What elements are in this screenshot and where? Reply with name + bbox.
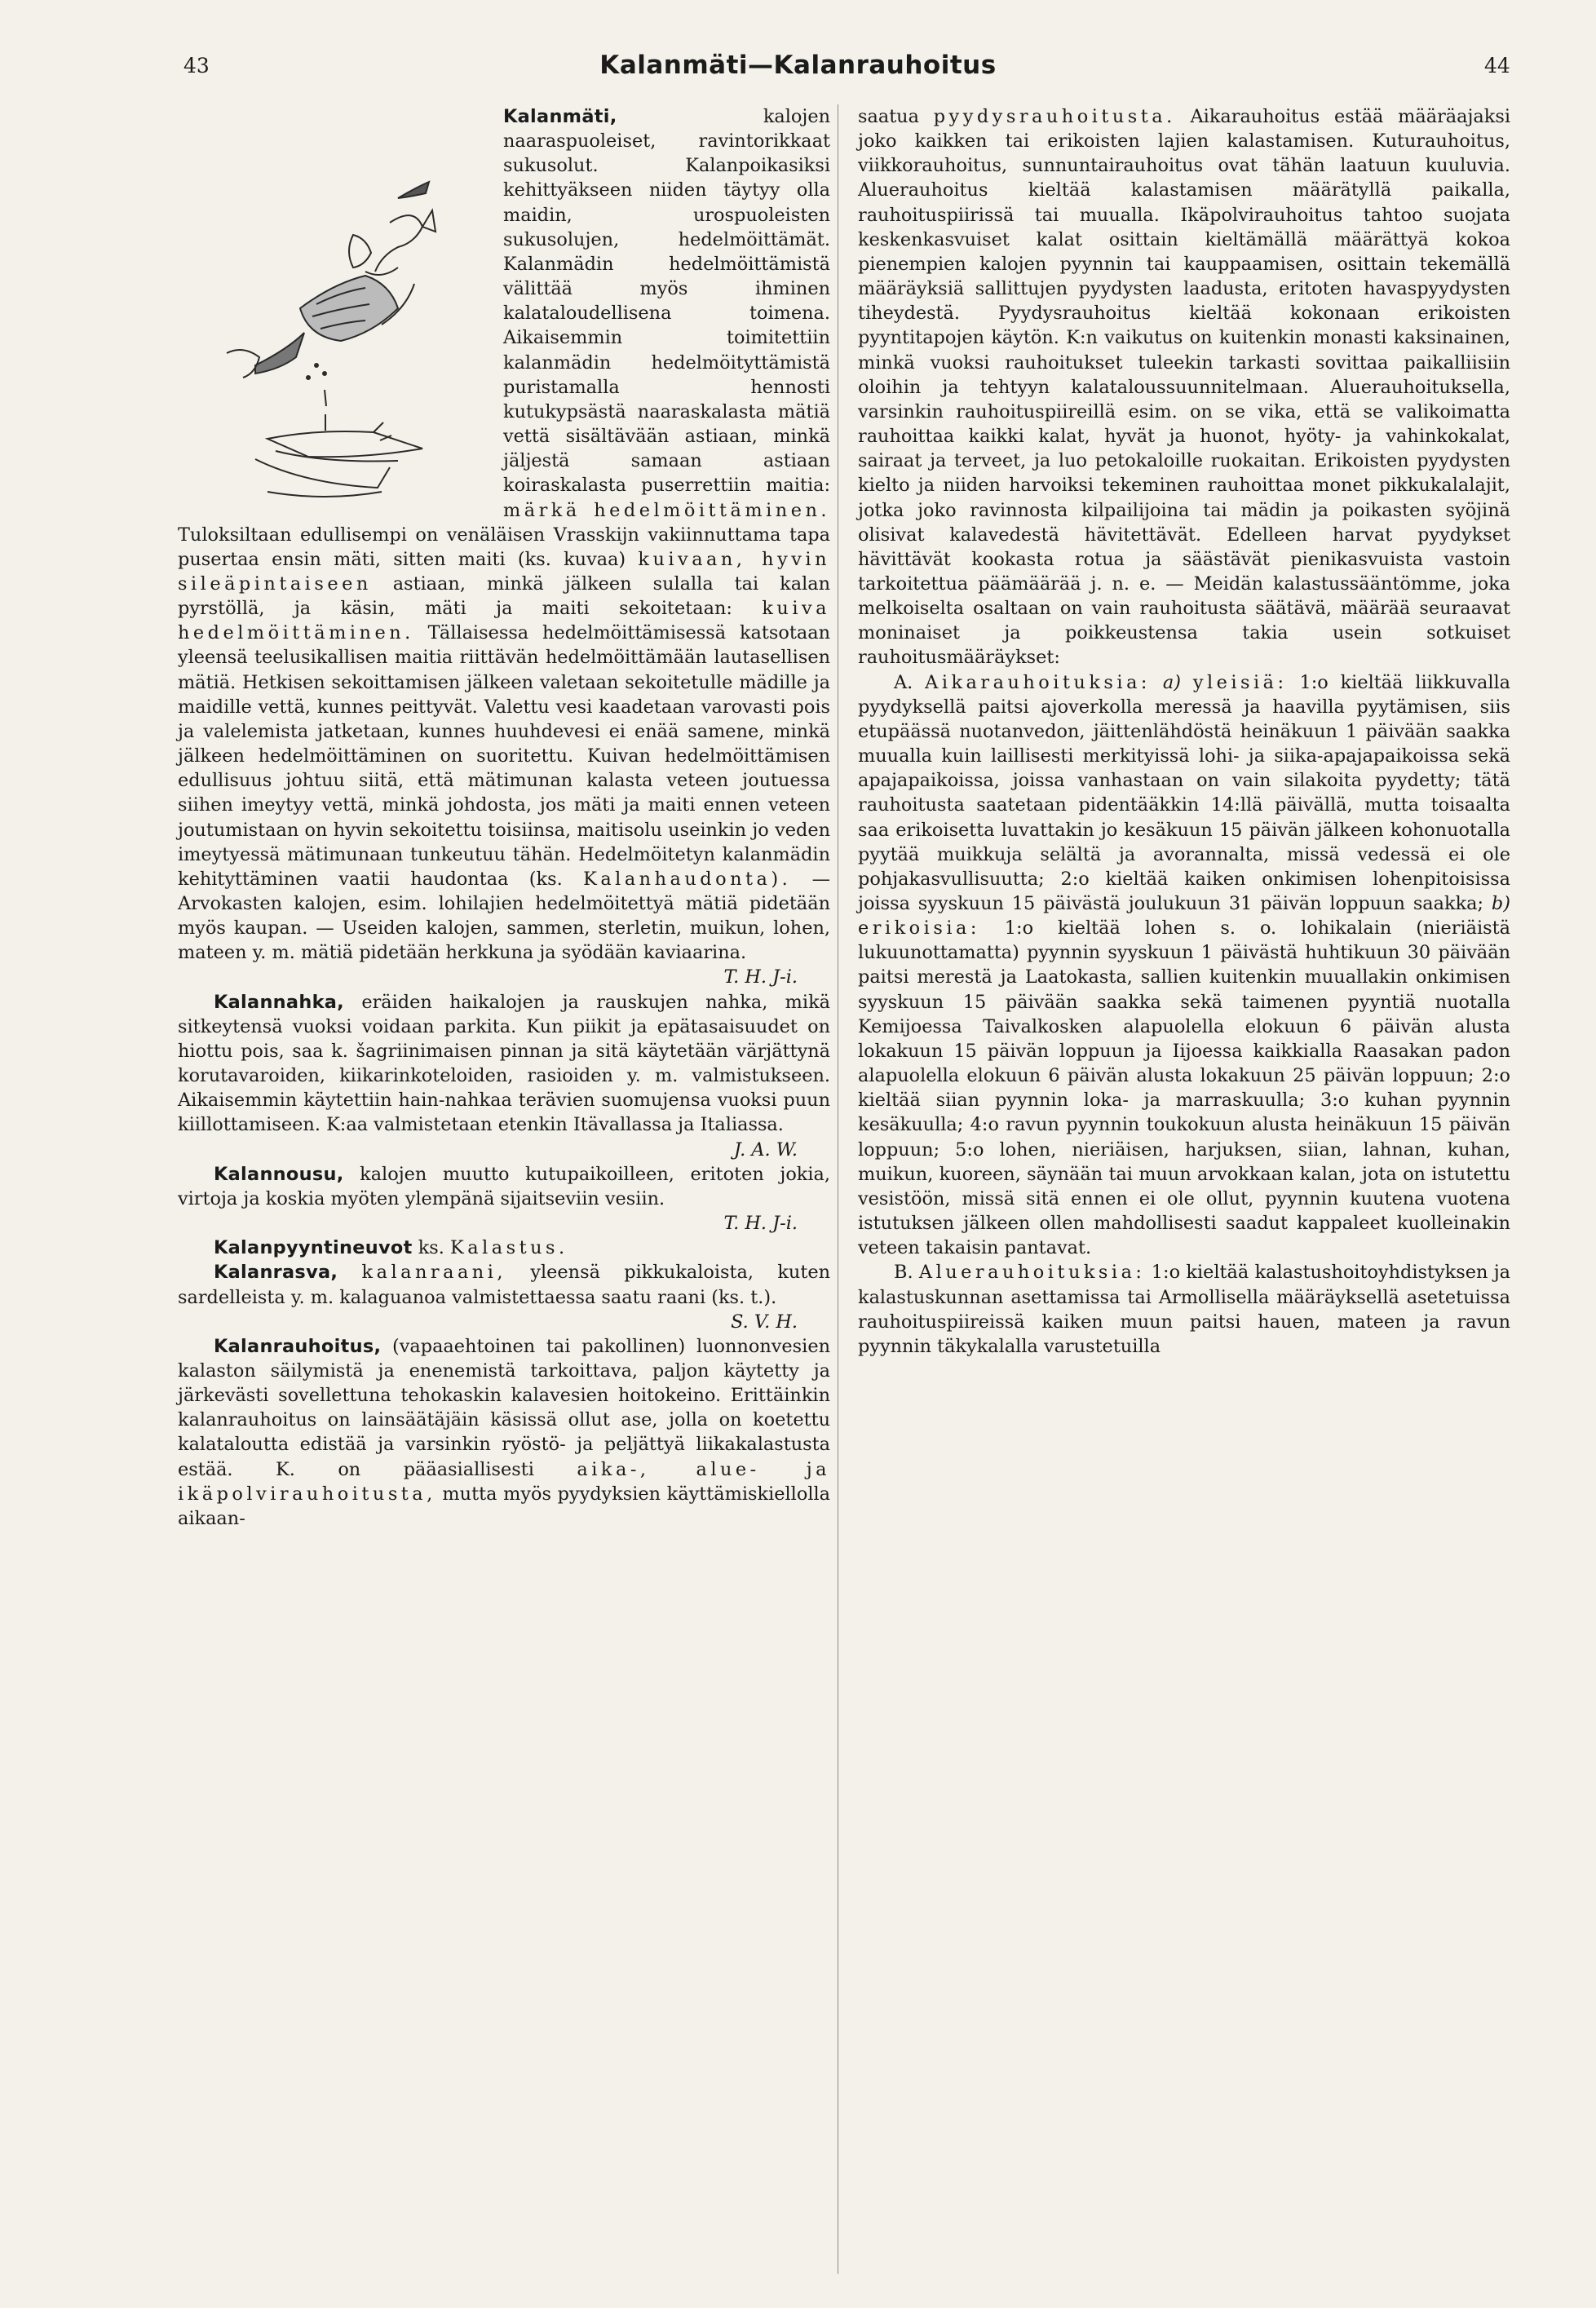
entry-text: kalojen naaraspuoleiset, ravintorikkaat sukusolut. Kalanpoikasiksi kehittyäkseen niiden täytyy olla maidin, urospuoleisten sukusolujen, hedelmöittämät. Kalanmädin hedelmöittämistä välittää myös ihminen kalataloudellisena toimena. Aikaisemmin toimitettiin kalanmädin hedelmöityttämistä puristamalla hennosti kutukypsästä naaraskalasta mätiä vettä sisältävään astiaan, minkä jäljestä samaan astiaan koiraskalasta puserrettiin maitia: (503, 106, 830, 497)
entry-kalanrauhoitus (178, 1334, 830, 1531)
entry-text: 1:o kieltää liikkuvalla pyydyksellä paitsi ajoverkolla meressä ja haavilla pyytämisen, siis etupäässä nuotanvedon, jäittenlähdöstä heinäkuun 1 päivään saakka muualla kuin laillisesti merkityissä lohi- ja siika-apajapaikoissa sekä apajapaikoissa, joissa vanhastaan on vain silakoita pyydetty; tätä rauhoitusta saatetaan pidentääkkin 14:llä päivällä, mutta toisaalta saa erikoisetta luvattakin jo kesäkuun 15 päivän jälkeen kohonuotalla pyytää muikkuja selältä ja avorannalta, missä vedessä ei ole pohjakasvullisuutta; 2:o kieltää kaiken onkimisen lohenpitoisissa joissa syyskuun 15 päivästä joulukuun 31 päivän loppuun saakka; (858, 671, 1511, 914)
section-label: A. (894, 671, 926, 693)
spaced-term: kuivaan, hyvin sileäpintaiseen (178, 548, 830, 595)
spaced-term: aika-, alue- ja ikäpolvirauhoitusta, (178, 1458, 830, 1505)
entry-head: Kalanmäti, (503, 106, 617, 127)
entry-head: Kalanpyyntineuvot (214, 1237, 413, 1259)
section-label: B. (894, 1262, 919, 1284)
spaced-term: yleisiä: (1192, 671, 1288, 693)
entry-text: (vapaaehtoinen tai pakollinen) luonnonvesien kalaston säilymistä ja enenemistä tarkoittava, paljon käytetty ja järkevästi sovellettuna tehokaskin kalavesien hoitokeino. Erittäinkin kalanrauhoitus on lainsäätäjäin käsissä ollut ase, jolla on koetettu kalataloutta edistää ja varsinkin ryöstö- ja peljättyä liikakalastusta estää. K. on pääasiallisesti (178, 1335, 830, 1480)
entry-continuation (858, 104, 1510, 670)
entry-text: 1:o kieltää kalastushoitoyhdistyksen ja kalastuskunnan asettamissa tai Armollisella määräyksellä asetetuissa rauhoituspiireissä kaiken muun paitsi hauen, mateen ja ravun pyynnin täkykalalla varustetuilla (858, 1262, 1510, 1357)
spaced-term: pyydysrauhoitusta. (933, 106, 1176, 127)
spaced-term: erikoisia: (858, 917, 980, 940)
fish-roe-illustration (178, 104, 492, 509)
entry-text: mutta myös pyydyksien käyttämiskiellolla aikaan- (178, 1483, 830, 1529)
spaced-term: kalanraani, (361, 1262, 506, 1284)
spaced-term: Kalanhaudonta). (583, 868, 792, 890)
entry-text: yleensä pikkukaloista, kuten sardelleista y. m. kalaguanoa valmistettaessa saatu raani (ks. t.). (178, 1262, 830, 1308)
author-signature: T. H. J-i. (723, 966, 798, 988)
spaced-term: märkä hedelmöittäminen. (503, 499, 830, 521)
spaced-term: Aikarauhoituksia: (925, 671, 1151, 693)
entry-head: Kalannahka, (214, 991, 344, 1013)
entry-head: Kalanrasva, (214, 1262, 338, 1284)
entry-kalanrasva (178, 1260, 830, 1333)
entry-text: Tällaisessa hedelmöittämisessä katsotaan yleensä teelusikallisen maitia riittävän hedelmöittämään lautasellisen mätiä. Hetkisen sekoittamisen jälkeen valetaan sekoitetulle mädille ja maidille vettä, kunnes peittyvät. Valettu vesi kaadetaan varovasti pois ja valelemista jatketaan, kunnes huuhdevesi ei enää samene, minkä jälkeen hedelmöittäminen on suoritettu. Kuivan hedelmöittämisen edullisuus johtuu siitä, että mätimunan kalasta veteen joutuessa siihen imeytyy vettä, minkä johdosta, jos mäti ja maiti ennen veteen joutumistaan on hyvin sekoitettu toisiinsa, maitisolu useinkin jo veden imeytyessä mätimunaan tunkeutuu tähän. Hedelmöitetyn kalanmädin kehityttäminen vaatii haudontaa (ks. (178, 622, 830, 890)
sub-label: b) (1483, 893, 1510, 914)
entry-text: astiaan, minkä jälkeen sulalla tai kalan pyrstöllä, ja käsin, mäti ja maiti sekoitetaan: (178, 573, 830, 620)
section-a (858, 670, 1510, 1261)
page-number-left: 43 (183, 54, 210, 77)
entry-text: Aikarauhoitus estää määräajaksi joko kaikken tai erikoisten lajien kalastamisen. Kuturauhoitus, viikkorauhoitus, sunnuntairauhoitus ovat tähän laatuun kuuluvia. Aluerauhoitus kieltää kalastamisen määrätyllä paikalla, rauhoituspiirissä tai muualla. Ikäpolvirauhoitus tahtoo suojata keskenkasvuiset kalat osittain kieltämällä määrättyä kokoa pienempien kalojen pyynnin tai kauppaamisen, osittain tekemällä määräyksiä sallittujen pyydysten laadusta, eritoten havaspyydysten tiheydestä. Pyydysrauhoitus kieltää kokonaan erikoisten pyyntitapojen käytön. K:n vaikutus on kuitenkin monasti kaksinainen, minkä vuoksi rauhoitukset tuleekin tarkasti sovittaa paikalliisiin oloihin ja tehtyyn kalataloussuunnitelmaan. Aluerauhoituksella, varsinkin rauhoituspiireillä esim. on se vika, että se valikoimatta rauhoittaa kaikki kalat, hyvät ja huonot, hyöty- ja vahinkokalat, sairaat ja terveet, ja luo petokaloille ruokaitan. Erikoisten pyydysten kielto ja niiden harvoiksi tekeminen rauhoittaa monet pikkukalalajit, jotka joko ravinnosta kilpailijoina tai mädin ja poikasten syöjinä olisivat kalavedestä hävitettävät. Edelleen harvat pyydykset hävittävät kookasta rotua ja säästävät pienikasvuista vastoin tarkoitettua päämäärää j. n. e. — Meidän kalastussääntömme, joka melkoiselta osaltaan on vain rauhoitusta säätävä, määrää seuraavat moninaiset ja poikkeustensa takia usein sotkuiset rauhoitusmääräykset: (858, 106, 1510, 669)
entry-head: Kalannousu, (214, 1163, 344, 1185)
right-column (858, 104, 1510, 1359)
left-column (178, 104, 830, 1531)
entry-kalannahka (178, 990, 830, 1162)
spaced-term: Aluerauhoituksia: (918, 1262, 1146, 1284)
author-signature: S. V. H. (731, 1311, 798, 1333)
entry-text: kalojen muutto kutupaikoilleen, eritoten jokia, virtoja ja koskia myöten ylempänä sijaitseviin vesiin. (178, 1163, 830, 1209)
entry-kalannousu (178, 1162, 830, 1236)
entry-text: Tuloksiltaan edullisempi on venäläisen Vrasskijn vakiinnuttama tapa pusertaa ensin mäti, sitten maiti (ks. kuvaa) (178, 524, 830, 570)
fish-roe-fertilization-icon (178, 104, 492, 509)
section-b (858, 1260, 1510, 1359)
sub-label: a) (1150, 671, 1193, 693)
spaced-term: kuiva hedelmöittäminen. (178, 598, 830, 644)
author-signature: T. H. J-i. (723, 1213, 798, 1235)
running-title: Kalanmäti—Kalanrauhoitus (599, 51, 997, 80)
author-signature: J. A. W. (733, 1139, 798, 1161)
entry-text: — Arvokasten kalojen, esim. lohilajien hedelmöitettyä mätiä pidetään myös kaupan. — Useiden kalojen, sammen, sterletin, muikun, lohen, mateen y. m. mätiä pidetään herkkuna ja syödään kaviaarina. (178, 868, 831, 964)
page-header (0, 51, 1596, 83)
entry-text: eräiden haikalojen ja rauskujen nahka, mikä sitkeytensä vuoksi voidaan parkita. Kun piikit ja epätasaisuudet on hiottu pois, saa k. šagriinimaisen pinnan ja sitä käytetään värjättynä korutavaroiden, kiikarinkoteloiden, rasioiden y. m. valmistukseen. Aikaisemmin käytettiin hain-nahkaa terävien suomujensa vuoksi puun kiillottamiseen. K:aa valmistetaan etenkin Itävallassa ja Italiassa. (178, 991, 830, 1136)
page-number-right: 44 (1484, 54, 1510, 77)
cross-reference: Kalastus. (450, 1237, 568, 1259)
entry-head: Kalanrauhoitus, (214, 1335, 382, 1357)
entry-text: ks. (412, 1237, 450, 1259)
entry-kalanmati (178, 104, 830, 990)
entry-text: 1:o kieltää lohen s. o. lohikalain (nieriäistä lukuunottamatta) pyynnin syyskuun 1 päivästä huhtikuun 30 päivään paitsi merestä ja Laatokasta, sallien kuitenkin muuallakin onkimisen syyskuun 15 päivään saakka sekä taimenen pyyntiä nuotalla Kemijoessa Taivalkosken alapuolella elokuun 6 päivän alusta lokakuun 15 päivän loppuun ja Iijoessa kaikkialla Raasakan padon alapuolella elokuun 6 päivän alusta lokakuun 25 päivän loppuun; 2:o kieltää siian pyynnin loka- ja marraskuulla; 3:o kuhan pyynnin kesäkuulla; 4:o ravun pyynnin toukokuun alusta heinäkuun 15 päivän loppuun; 5:o lohen, nieriäisen, harjuksen, siian, lahnan, kuhan, muikun, kuoreen, säynään tai muun arvokkaan kalan, jota on istutettu vesistöön, missä sitä ennen ei ole ollut, pyynnin kuutena vuotena istutuksen jälkeen ollen mahdollisesti saadut kappaleet kuolleinakin veteen takaisin pantavat. (858, 917, 1510, 1259)
entry-kalanpyyntineuvot (178, 1236, 830, 1260)
entry-text: saatua (858, 106, 934, 127)
